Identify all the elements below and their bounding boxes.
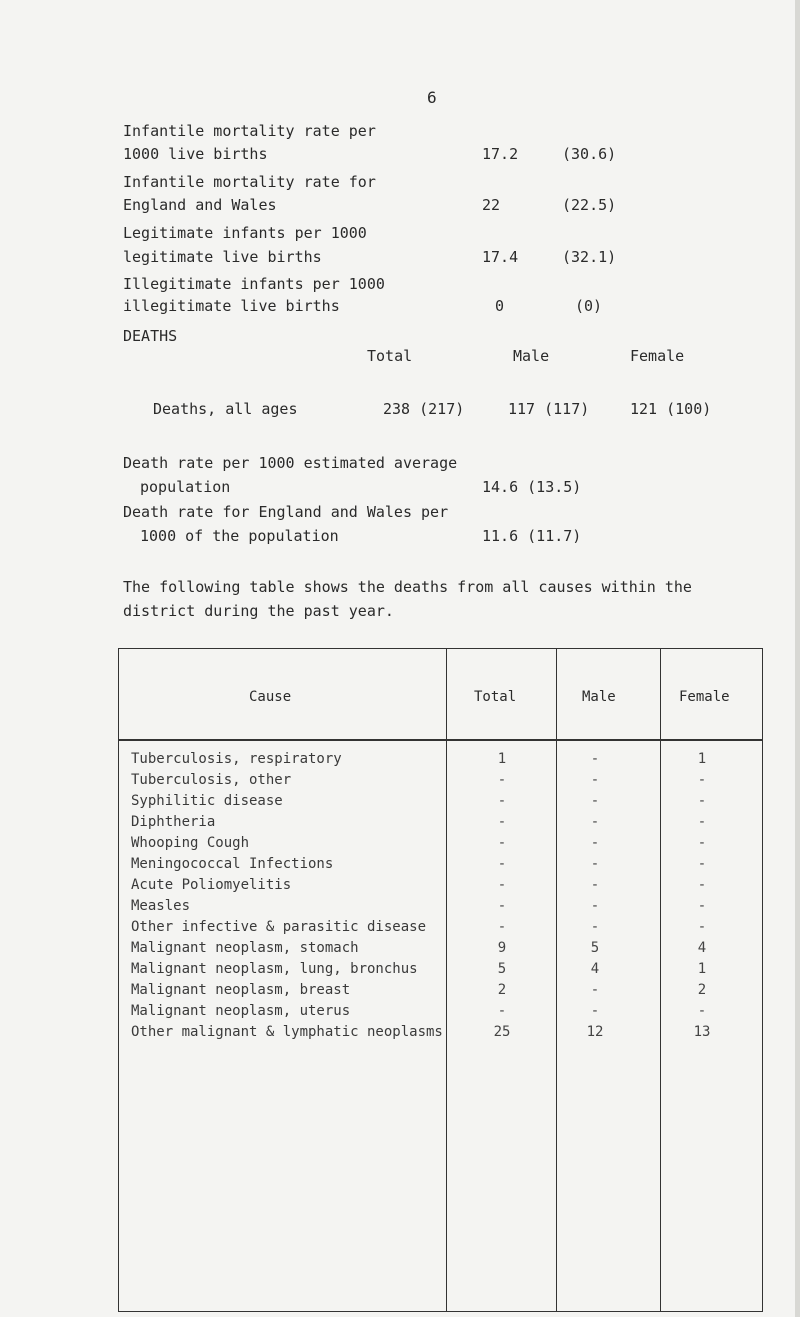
row-female: - (697, 919, 707, 935)
death-rate-label: Death rate for England and Wales per (123, 503, 449, 521)
row-cause: Other malignant & lymphatic neoplasms (131, 1024, 443, 1040)
rate-label: Infantile mortality rate for (123, 173, 376, 191)
row-male: - (590, 856, 600, 872)
row-male: 5 (590, 940, 600, 956)
table-row (119, 856, 762, 878)
page-number: 6 (427, 88, 437, 107)
table-row (119, 751, 762, 773)
row-total: 1 (497, 751, 507, 767)
row-total: - (497, 877, 507, 893)
rate-prev: (30.6) (562, 145, 617, 163)
causes-table-frame (118, 648, 763, 1312)
rate-prev: (0) (575, 297, 603, 315)
row-female: - (697, 1003, 707, 1019)
table-header-rule (119, 739, 762, 741)
row-female: 4 (697, 940, 707, 956)
row-total: - (497, 793, 507, 809)
row-female: 1 (697, 751, 707, 767)
rate-value: 17.2 (482, 145, 519, 163)
col-total-header: Total (367, 347, 413, 365)
rate-label: Legitimate infants per 1000 (123, 224, 367, 242)
row-cause: Diphtheria (131, 814, 216, 830)
row-cause: Measles (131, 898, 191, 914)
th-male: Male (582, 689, 616, 705)
row-total: - (497, 772, 507, 788)
deaths-male: 117 (117) (508, 400, 590, 418)
row-female: 13 (693, 1024, 711, 1040)
row-female: - (697, 793, 707, 809)
table-row (119, 772, 762, 794)
row-total: - (497, 814, 507, 830)
row-female: - (697, 835, 707, 851)
table-row (119, 940, 762, 962)
th-female: Female (679, 689, 730, 705)
row-female: 2 (697, 982, 707, 998)
row-cause: Meningococcal Infections (131, 856, 334, 872)
death-rate-value: 14.6 (13.5) (482, 478, 582, 496)
table-row (119, 961, 762, 983)
row-female: - (697, 856, 707, 872)
rate-value: 0 (495, 297, 505, 315)
row-total: - (497, 919, 507, 935)
table-row (119, 877, 762, 899)
row-cause: Acute Poliomyelitis (131, 877, 292, 893)
row-male: - (590, 877, 600, 893)
row-male: 4 (590, 961, 600, 977)
intro-paragraph-line: district during the past year. (123, 602, 394, 620)
table-row (119, 1024, 762, 1046)
rate-value: 17.4 (482, 248, 519, 266)
rate-label: legitimate live births (123, 248, 322, 266)
death-rate-label: 1000 of the population (140, 527, 339, 545)
row-male: - (590, 835, 600, 851)
row-total: - (497, 898, 507, 914)
intro-paragraph-line: The following table shows the deaths from all causes within the (123, 578, 692, 596)
row-total: - (497, 835, 507, 851)
row-total: 25 (493, 1024, 511, 1040)
rate-prev: (22.5) (562, 196, 617, 214)
rate-label: England and Wales (123, 196, 277, 214)
row-cause: Malignant neoplasm, breast (131, 982, 351, 998)
row-total: 2 (497, 982, 507, 998)
row-male: 12 (586, 1024, 604, 1040)
row-male: - (590, 919, 600, 935)
row-cause: Tuberculosis, respiratory (131, 751, 342, 767)
table-row (119, 793, 762, 815)
row-male: - (590, 793, 600, 809)
rate-prev: (32.1) (562, 248, 617, 266)
row-cause: Malignant neoplasm, lung, bronchus (131, 961, 418, 977)
row-cause: Other infective & parasitic disease (131, 919, 427, 935)
row-male: - (590, 1003, 600, 1019)
table-row (119, 1003, 762, 1025)
rate-label: Illegitimate infants per 1000 (123, 275, 385, 293)
deaths-total: 238 (217) (383, 400, 465, 418)
row-total: - (497, 1003, 507, 1019)
table-row (119, 814, 762, 836)
col-female-header: Female (630, 347, 685, 365)
row-cause: Malignant neoplasm, stomach (131, 940, 359, 956)
table-row (119, 898, 762, 920)
row-total: - (497, 856, 507, 872)
rate-value: 22 (482, 196, 501, 214)
table-row (119, 919, 762, 941)
deaths-row-label: Deaths, all ages (153, 400, 298, 418)
table-row (119, 835, 762, 857)
deaths-heading: DEATHS (123, 327, 178, 345)
row-cause: Whooping Cough (131, 835, 250, 851)
row-female: - (697, 772, 707, 788)
row-total: 5 (497, 961, 507, 977)
row-cause: Tuberculosis, other (131, 772, 292, 788)
row-female: - (697, 877, 707, 893)
rate-label: 1000 live births (123, 145, 268, 163)
rate-label: Infantile mortality rate per (123, 122, 376, 140)
table-row (119, 982, 762, 1004)
row-total: 9 (497, 940, 507, 956)
death-rate-value: 11.6 (11.7) (482, 527, 582, 545)
row-male: - (590, 982, 600, 998)
row-male: - (590, 898, 600, 914)
death-rate-label: population (140, 478, 231, 496)
row-female: 1 (697, 961, 707, 977)
row-male: - (590, 814, 600, 830)
row-cause: Malignant neoplasm, uterus (131, 1003, 351, 1019)
row-cause: Syphilitic disease (131, 793, 283, 809)
row-female: - (697, 898, 707, 914)
row-male: - (590, 751, 600, 767)
th-cause: Cause (249, 689, 292, 705)
deaths-female: 121 (100) (630, 400, 712, 418)
death-rate-label: Death rate per 1000 estimated average (123, 454, 458, 472)
scan-edge (795, 0, 800, 1317)
rate-label: illegitimate live births (123, 297, 340, 315)
row-female: - (697, 814, 707, 830)
col-male-header: Male (513, 347, 550, 365)
th-total: Total (474, 689, 517, 705)
row-male: - (590, 772, 600, 788)
